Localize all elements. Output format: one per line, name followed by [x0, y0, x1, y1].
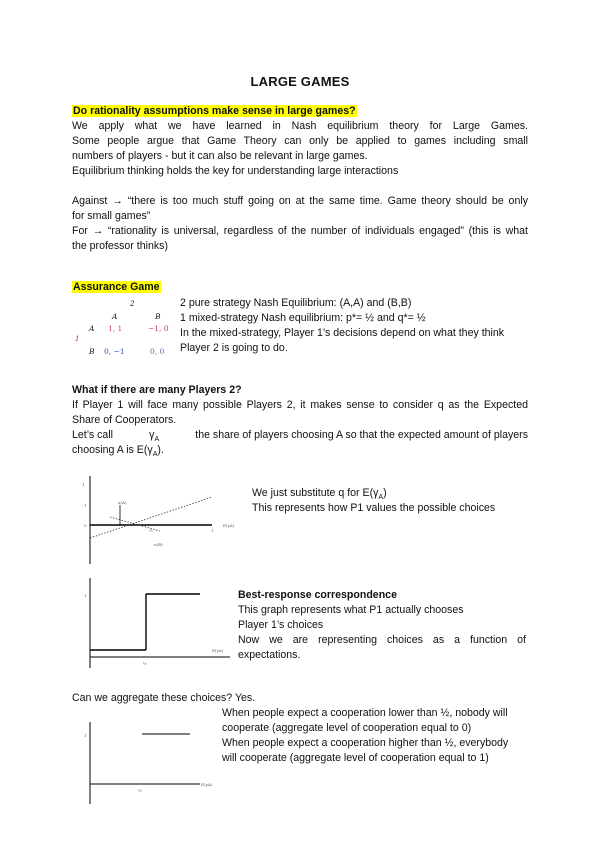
graph2-line: Player 1’s choices: [238, 619, 324, 631]
graph2-line: Now we are representing choices as a function of: [238, 634, 526, 646]
graph2-line: expectations.: [238, 649, 301, 661]
subscript: A: [378, 494, 384, 502]
aggregate-line: cooperate (aggregate level of cooperation equal to 0): [222, 722, 472, 734]
tick-label-half: ½: [138, 788, 142, 793]
gamma-glyph: γ: [147, 444, 153, 456]
subscript: A: [152, 451, 158, 459]
for-line-2: the professor thinks): [72, 240, 168, 252]
assurance-line: In the mixed-strategy, Player 1’s decisions depend on what they think: [180, 327, 505, 339]
section-heading-many-players: What if there are many Players 2?: [72, 384, 242, 396]
payoff-cell-ab: −1, 0: [148, 324, 169, 333]
tick-label-one: 1: [211, 528, 214, 533]
x-axis-label: E(γA): [201, 782, 213, 787]
series-label-ub: u(B): [154, 542, 163, 547]
section-heading-assurance: [72, 280, 528, 295]
row-label-b: B: [89, 347, 95, 356]
utility-graph: [80, 470, 240, 570]
best-response-heading: Best-response correspondence: [238, 589, 397, 601]
row-label-a: A: [89, 324, 95, 333]
gamma-glyph: γ: [373, 487, 379, 499]
text-fragment: Let’s call: [72, 429, 114, 441]
paragraph-line: Some people argue that Game Theory can only be applied to games including small: [72, 135, 528, 147]
paragraph-line: Equilibrium thinking holds the key for understanding large interactions: [72, 165, 399, 177]
aggregate-line: When people expect a cooperation higher than ½, everybody: [222, 737, 509, 749]
payoff-matrix: [72, 300, 172, 362]
subscript: A: [154, 436, 160, 444]
heading-text: Assurance Game: [73, 281, 160, 293]
tick-label: 1: [84, 503, 87, 508]
payoff-cell-bb: 0, 0: [150, 347, 165, 356]
graph2-line: This graph represents what P1 actually chooses: [238, 604, 464, 616]
column-label-b: B: [155, 312, 161, 321]
tick-label-half: ½: [149, 528, 153, 533]
gamma-glyph: γ: [149, 429, 155, 441]
text-fragment: We just substitute q for E(: [252, 487, 374, 499]
payoff-cell-aa: 1, 1: [108, 324, 123, 333]
series-label-ua: u(A): [118, 500, 127, 505]
tick-label: 0: [84, 523, 87, 528]
text-fragment: ): [383, 487, 387, 499]
tick-label-half: ½: [143, 661, 147, 666]
text-fragment: choosing A is E(: [72, 444, 148, 456]
aggregate-line: will cooperate (aggregate level of cooperation equal to 1): [222, 752, 489, 764]
text-fragment: the share of players choosing A so that the expected amount of players: [195, 429, 528, 441]
aggregate-question: Can we aggregate these choices? Yes.: [72, 692, 256, 704]
text-fragment: ).: [157, 444, 164, 456]
aggregate-line: When people expect a cooperation lower than ½, nobody will: [222, 707, 508, 719]
assurance-line: 2 pure strategy Nash Equilibrium: (A,A) and (B,B): [180, 297, 412, 309]
aggregate-graph: [80, 718, 220, 808]
column-player-label: 2: [130, 300, 135, 308]
tick-label: 1: [84, 593, 87, 598]
x-axis-label: E(γA): [223, 523, 235, 528]
tick-label: 1: [84, 733, 87, 738]
paragraph-line: Share of Cooperators.: [72, 414, 177, 426]
assurance-line: Player 2 is going to do.: [180, 342, 288, 354]
x-axis-label: E(γA): [212, 648, 224, 653]
paragraph-line-expectation: [72, 443, 528, 462]
payoff-cell-ba: 0, −1: [104, 347, 125, 356]
assurance-line: 1 mixed-strategy Nash equilibrium: p*= ½ and q*= ½: [180, 312, 426, 324]
row-player-label: 1: [75, 335, 80, 343]
paragraph-line: numbers of players - but it can also be relevant in large games.: [72, 150, 368, 162]
against-line-2: for small games”: [72, 210, 151, 222]
against-line-1: Against → “there is too much stuff going on at the same time. Game theory should be only: [72, 195, 528, 207]
paragraph-line: We apply what we have learned in Nash equilibrium theory for Large Games.: [72, 120, 528, 132]
tick-label: 1: [82, 482, 85, 487]
heading-text: Do rationality assumptions make sense in large games?: [73, 105, 356, 117]
graph1-caption-2: This represents how P1 values the possible choices: [252, 502, 496, 514]
best-response-graph: [80, 574, 240, 674]
for-line-1: For → “rationality is universal, regardless of the number of individuals engaged” (this is what: [72, 225, 528, 237]
page-title: LARGE GAMES: [250, 74, 350, 89]
paragraph-line: If Player 1 will face many possible Players 2, it makes sense to consider q as the Expected: [72, 399, 528, 411]
column-label-a: A: [112, 312, 118, 321]
section-heading-rationality: [72, 104, 528, 119]
